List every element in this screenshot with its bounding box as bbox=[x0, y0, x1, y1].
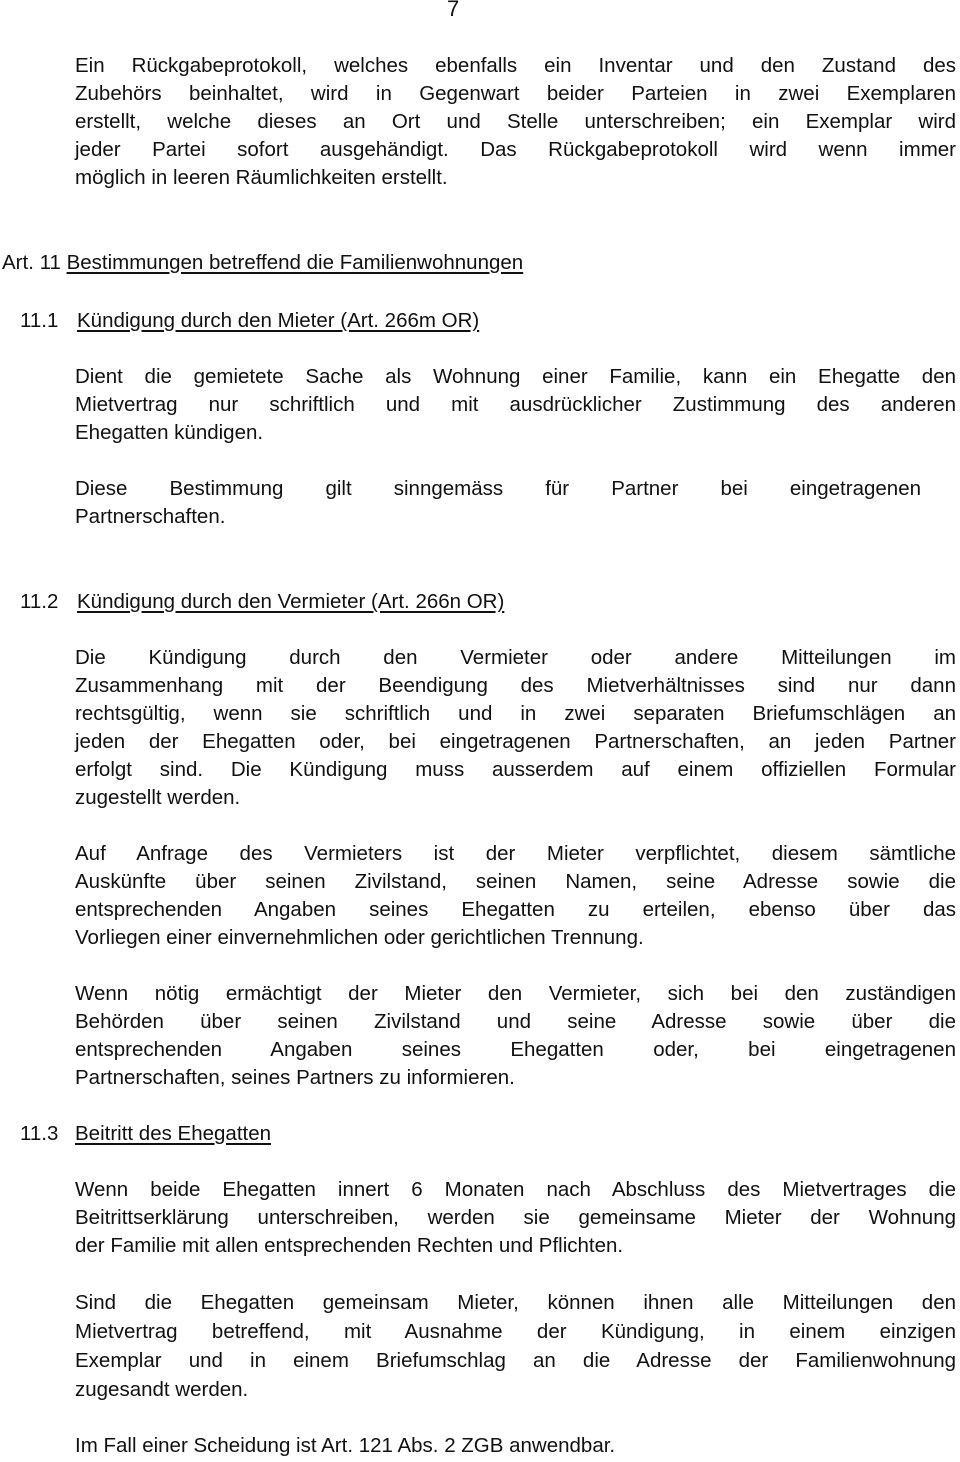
paragraph-line: zugesandt werden. bbox=[75, 1378, 249, 1401]
heading-title: Kündigung durch den Vermieter (Art. 266n OR) bbox=[77, 590, 505, 613]
paragraph-line: Wenn beide Ehegatten innert 6 Monaten nach Abschluss des Mietvertrages die bbox=[75, 1178, 956, 1201]
paragraph-line: Auf Anfrage des Vermieters ist der Mieter verpflichtet, diesem sämtliche bbox=[75, 842, 956, 865]
paragraph bbox=[75, 1432, 956, 1460]
paragraph-line: Partnerschaften, seines Partners zu informieren. bbox=[75, 1066, 515, 1089]
paragraph-line: Wenn nötig ermächtigt der Mieter den Vermieter, sich bei den zuständigen bbox=[75, 982, 956, 1005]
paragraph-line: Zubehörs beinhaltet, wird in Gegenwart beider Parteien in zwei Exemplaren bbox=[75, 82, 956, 105]
heading-number: Art. 11 bbox=[2, 251, 61, 274]
paragraph-line: Zusammenhang mit der Beendigung des Mietverhältnisses sind nur dann bbox=[75, 674, 956, 697]
heading-title: Beitritt des Ehegatten bbox=[75, 1122, 272, 1145]
heading-number: 11.3 bbox=[20, 1122, 59, 1145]
paragraph bbox=[75, 475, 956, 531]
paragraph bbox=[75, 363, 956, 447]
paragraph-line: Behörden über seinen Zivilstand und seine Adresse sowie über die bbox=[75, 1010, 956, 1033]
heading-art-11 bbox=[2, 249, 523, 277]
paragraph-line: Sind die Ehegatten gemeinsam Mieter, können ihnen alle Mitteilungen den bbox=[75, 1291, 956, 1314]
heading-number: 11.1 bbox=[20, 309, 59, 332]
paragraph-line: entsprechenden Angaben seines Ehegatten zu erteilen, ebenso über das bbox=[75, 898, 956, 921]
heading-title: Kündigung durch den Mieter (Art. 266m OR) bbox=[77, 309, 480, 332]
heading-number: 11.2 bbox=[20, 590, 59, 613]
paragraph-line: rechtsgültig, wenn sie schriftlich und in zwei separaten Briefumschlägen an bbox=[75, 702, 956, 725]
paragraph-line: zugestellt werden. bbox=[75, 786, 241, 809]
paragraph bbox=[75, 840, 956, 952]
paragraph-line: Partnerschaften. bbox=[75, 505, 226, 528]
heading-11-2 bbox=[20, 588, 504, 616]
paragraph-line: Diese Bestimmung gilt sinngemäss für Partner bei eingetragenen bbox=[75, 477, 921, 500]
paragraph-line: möglich in leeren Räumlichkeiten erstellt. bbox=[75, 166, 448, 189]
paragraph bbox=[75, 52, 956, 192]
heading-11-3 bbox=[20, 1120, 271, 1148]
page-number: 7 bbox=[447, 0, 460, 21]
paragraph bbox=[75, 644, 956, 812]
paragraph-line: jeden der Ehegatten oder, bei eingetragenen Partnerschaften, an jeden Partner bbox=[75, 730, 956, 753]
paragraph-line: Die Kündigung durch den Vermieter oder andere Mitteilungen im bbox=[75, 646, 956, 669]
heading-title: Bestimmungen betreffend die Familienwohnungen bbox=[66, 251, 524, 274]
paragraph-line: erfolgt sind. Die Kündigung muss ausserdem auf einem offiziellen Formular bbox=[75, 758, 956, 781]
paragraph-line: Dient die gemietete Sache als Wohnung einer Familie, kann ein Ehegatte den bbox=[75, 365, 956, 388]
paragraph-line: Ehegatten kündigen. bbox=[75, 421, 264, 444]
paragraph-line: Vorliegen einer einvernehmlichen oder gerichtlichen Trennung. bbox=[75, 926, 644, 949]
paragraph bbox=[75, 1288, 956, 1404]
paragraph-line: erstellt, welche dieses an Ort und Stelle unterschreiben; ein Exemplar wird bbox=[75, 110, 956, 133]
heading-11-1 bbox=[20, 307, 479, 335]
paragraph-line: jeder Partei sofort ausgehändigt. Das Rückgabeprotokoll wird wenn immer bbox=[75, 138, 956, 161]
paragraph-line: der Familie mit allen entsprechenden Rechten und Pflichten. bbox=[75, 1234, 624, 1257]
paragraph-line: Mietvertrag betreffend, mit Ausnahme der Kündigung, in einem einzigen bbox=[75, 1320, 956, 1343]
paragraph-line: Ein Rückgabeprotokoll, welches ebenfalls ein Inventar und den Zustand des bbox=[75, 54, 956, 77]
paragraph-line: Im Fall einer Scheidung ist Art. 121 Abs. 2 ZGB anwendbar. bbox=[75, 1434, 616, 1457]
paragraph bbox=[75, 980, 956, 1092]
paragraph-line: Auskünfte über seinen Zivilstand, seinen Namen, seine Adresse sowie die bbox=[75, 870, 956, 893]
paragraph-line: Exemplar und in einem Briefumschlag an die Adresse der Familienwohnung bbox=[75, 1349, 956, 1372]
paragraph-line: Mietvertrag nur schriftlich und mit ausdrücklicher Zustimmung des anderen bbox=[75, 393, 956, 416]
paragraph-line: Beitrittserklärung unterschreiben, werden sie gemeinsame Mieter der Wohnung bbox=[75, 1206, 956, 1229]
paragraph-line: entsprechenden Angaben seines Ehegatten oder, bei eingetragenen bbox=[75, 1038, 956, 1061]
paragraph bbox=[75, 1176, 956, 1260]
